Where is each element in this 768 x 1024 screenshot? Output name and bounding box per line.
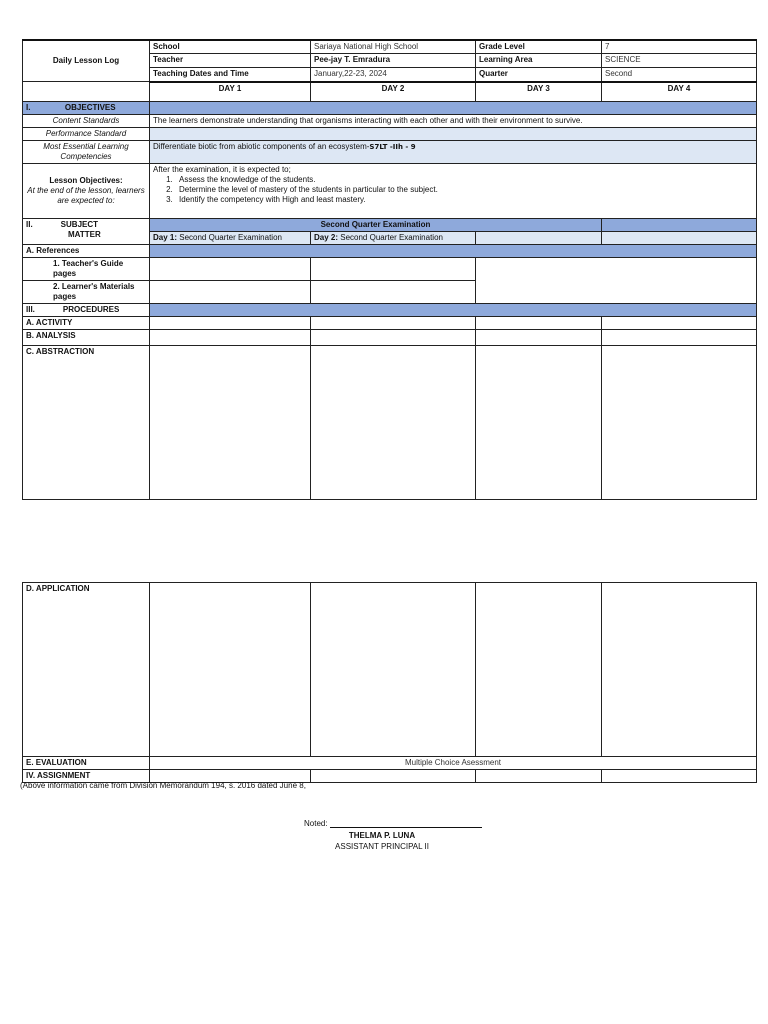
dates-value: January,22-23, 2024 xyxy=(311,68,476,82)
day-header-1: DAY 1 xyxy=(150,82,311,102)
activity-day3 xyxy=(476,317,602,330)
subject-label-1: SUBJECT xyxy=(60,220,99,229)
procedures-heading xyxy=(23,304,150,317)
day-header-blank xyxy=(23,82,150,102)
lesson-objectives-value xyxy=(150,164,757,219)
subject-label-2: MATTER xyxy=(68,230,101,239)
performance-standard-label: Performance Standard xyxy=(23,128,150,141)
objectives-num: I. xyxy=(26,103,31,112)
subject-day1-value: Second Quarter Examination xyxy=(179,233,282,242)
evaluation-label: E. EVALUATION xyxy=(23,757,150,770)
subject-day1 xyxy=(150,232,311,245)
subject-banner-day4 xyxy=(602,219,757,232)
day-header-3: DAY 3 xyxy=(476,82,602,102)
activity-day1 xyxy=(150,317,311,330)
evaluation-value: Multiple Choice Asessment xyxy=(150,757,757,770)
subject-day2-value: Second Quarter Examination xyxy=(340,233,443,242)
signatory-name: THELMA P. LUNA xyxy=(348,831,416,840)
abstraction-label: C. ABSTRACTION xyxy=(23,346,150,500)
teacher-value: Pee-jay T. Emradura xyxy=(311,54,476,68)
activity-label: A. ACTIVITY xyxy=(23,317,150,330)
content-standards-value: The learners demonstrate understanding that organisms interacting with each other and with their environment to survive. xyxy=(150,115,757,128)
day-header-4: DAY 4 xyxy=(602,82,757,102)
melc-label: Most Essential Learning Competencies xyxy=(23,141,150,164)
objectives-heading xyxy=(23,102,150,115)
assignment-label: IV. ASSIGNMENT xyxy=(23,770,150,783)
school-label: School xyxy=(150,40,311,54)
assignment-day2 xyxy=(311,770,476,783)
grade-label: Grade Level xyxy=(476,40,602,54)
references-banner xyxy=(150,245,757,258)
melc-code: S7LT -IIh - 9 xyxy=(369,143,416,151)
analysis-label: B. ANALYSIS xyxy=(23,330,150,346)
lesson-objectives-intro: After the examination, it is expected to; xyxy=(153,165,291,174)
analysis-day4 xyxy=(602,330,757,346)
procedures-banner xyxy=(150,304,757,317)
day-header-2: DAY 2 xyxy=(311,82,476,102)
signature-line xyxy=(330,818,482,828)
learner-materials-day1 xyxy=(150,281,311,304)
analysis-day3 xyxy=(476,330,602,346)
content-standards-label: Content Standards xyxy=(23,115,150,128)
objectives-label: OBJECTIVES xyxy=(64,103,116,112)
lesson-objectives-list xyxy=(153,175,753,205)
teacher-label: Teacher xyxy=(150,54,311,68)
lesson-log-table-top xyxy=(22,39,757,500)
subject-day2-label: Day 2: xyxy=(314,233,339,242)
assignment-day4 xyxy=(602,770,757,783)
memorandum-note: (Above information came from Division Memorandum 194, s. 2016 dated June 8, xyxy=(20,781,306,790)
subject-day1-label: Day 1: xyxy=(153,233,178,242)
melc-text: Differentiate biotic from abiotic components of an ecosystem- xyxy=(153,142,370,151)
school-value: Sariaya National High School xyxy=(311,40,476,54)
area-label: Learning Area xyxy=(476,54,602,68)
dates-label: Teaching Dates and Time xyxy=(150,68,311,82)
grade-value: 7 xyxy=(602,40,757,54)
subject-day3 xyxy=(476,232,602,245)
abstraction-day2 xyxy=(311,346,476,500)
lesson-objectives-sub: At the end of the lesson, learners are expected to: xyxy=(27,186,145,205)
noted-line xyxy=(304,818,482,828)
subject-banner: Second Quarter Examination xyxy=(150,219,602,232)
references-day3-4 xyxy=(476,258,757,304)
teacher-guide-day1 xyxy=(150,258,311,281)
activity-day4 xyxy=(602,317,757,330)
performance-standard-value xyxy=(150,128,757,141)
references-label: A. References xyxy=(23,245,150,258)
application-day2 xyxy=(311,583,476,757)
objectives-banner xyxy=(150,102,757,115)
learner-materials-label: 2. Learner's Materials pages xyxy=(23,281,150,304)
procedures-num: III. xyxy=(26,305,35,314)
lesson-log-table-bottom xyxy=(22,582,757,783)
lesson-objectives-label xyxy=(23,164,150,219)
noted-label: Noted: xyxy=(304,819,328,828)
analysis-day1 xyxy=(150,330,311,346)
activity-day2 xyxy=(311,317,476,330)
signatory-position: ASSISTANT PRINCIPAL II xyxy=(335,842,429,851)
application-day1 xyxy=(150,583,311,757)
teacher-guide-day2 xyxy=(311,258,476,281)
abstraction-day4 xyxy=(602,346,757,500)
assignment-day3 xyxy=(476,770,602,783)
procedures-label: PROCEDURES xyxy=(62,305,120,314)
quarter-value: Second xyxy=(602,68,757,82)
area-value: SCIENCE xyxy=(602,54,757,68)
learner-materials-day2 xyxy=(311,281,476,304)
quarter-label: Quarter xyxy=(476,68,602,82)
log-title: Daily Lesson Log xyxy=(23,40,150,82)
analysis-day2 xyxy=(311,330,476,346)
abstraction-day3 xyxy=(476,346,602,500)
subject-day2 xyxy=(311,232,476,245)
lesson-objective-item: 1. Assess the knowledge of the students. xyxy=(175,175,753,185)
application-day4 xyxy=(602,583,757,757)
lesson-objective-item: 3. Identify the competency with High and least mastery. xyxy=(175,195,753,205)
subject-day4 xyxy=(602,232,757,245)
melc-value xyxy=(150,141,757,164)
lesson-objective-item: 2. Determine the level of mastery of the students in particular to the subject. xyxy=(175,185,753,195)
lesson-objectives-title: Lesson Objectives: xyxy=(49,176,123,185)
application-day3 xyxy=(476,583,602,757)
abstraction-day1 xyxy=(150,346,311,500)
teacher-guide-label: 1. Teacher's Guide pages xyxy=(23,258,150,281)
application-label: D. APPLICATION xyxy=(23,583,150,757)
subject-num: II. xyxy=(26,220,33,229)
subject-matter-label xyxy=(23,219,150,245)
